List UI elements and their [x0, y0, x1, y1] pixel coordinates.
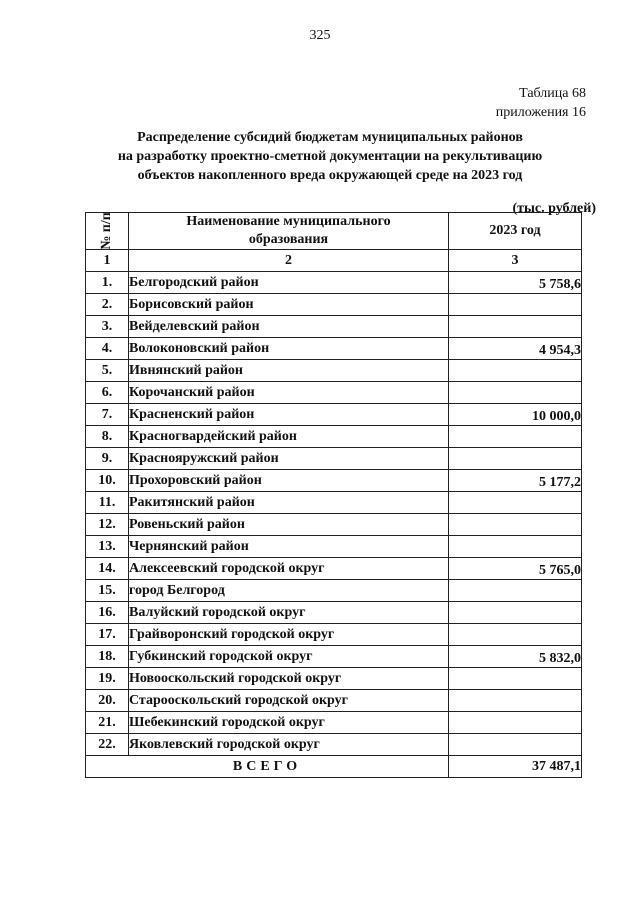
subsidy-table: [85, 212, 582, 778]
header-year: 2023 год: [449, 213, 582, 250]
title-line2: на разработку проектно-сметной документации на рекультивацию: [117, 149, 543, 164]
table-row: [86, 316, 582, 338]
row-number: 1.: [86, 272, 129, 294]
municipality-name: Валуйский городской округ: [129, 602, 449, 624]
row-amount: 5 177,2: [449, 470, 582, 492]
row-number: 14.: [86, 558, 129, 580]
table-row: [86, 338, 582, 360]
row-number: 22.: [86, 734, 129, 756]
row-amount: [449, 492, 582, 514]
units-label: (тыс. рублей): [512, 201, 596, 216]
row-amount: [449, 382, 582, 404]
municipality-name: Красненский район: [129, 404, 449, 426]
table-row: [86, 514, 582, 536]
table-row: [86, 646, 582, 668]
table-reference: [496, 84, 586, 122]
page-number: 325: [309, 28, 331, 43]
municipality-name: Белгородский район: [129, 272, 449, 294]
row-number: 18.: [86, 646, 129, 668]
row-number: 3.: [86, 316, 129, 338]
table-row: [86, 602, 582, 624]
municipality-name: Вейделевский район: [129, 316, 449, 338]
table-row: [86, 404, 582, 426]
row-number: 21.: [86, 712, 129, 734]
table-row: [86, 272, 582, 294]
header-name-cell: [129, 213, 449, 250]
row-number: 17.: [86, 624, 129, 646]
municipality-name: Ровеньский район: [129, 514, 449, 536]
municipality-name: Яковлевский городской округ: [129, 734, 449, 756]
row-amount: 5 758,6: [449, 272, 582, 294]
title-line3: объектов накопленного вреда окружающей среде на 2023 год: [137, 168, 523, 183]
row-number: 19.: [86, 668, 129, 690]
row-number: 8.: [86, 426, 129, 448]
municipality-name: Новооскольский городской округ: [129, 668, 449, 690]
table-row: [86, 690, 582, 712]
row-number: 16.: [86, 602, 129, 624]
title-line1: Распределение субсидий бюджетам муниципальных районов: [137, 130, 523, 145]
row-amount: 10 000,0: [449, 404, 582, 426]
municipality-name: Корочанский район: [129, 382, 449, 404]
table-ref-line1: Таблица 68: [519, 86, 586, 101]
table-row: [86, 360, 582, 382]
municipality-name: Прохоровский район: [129, 470, 449, 492]
row-amount: [449, 514, 582, 536]
municipality-name: Ракитянский район: [129, 492, 449, 514]
total-value: 37 487,1: [449, 756, 582, 778]
row-number: 6.: [86, 382, 129, 404]
table-row: [86, 580, 582, 602]
municipality-name: Шебекинский городской округ: [129, 712, 449, 734]
row-amount: [449, 536, 582, 558]
municipality-name: город Белгород: [129, 580, 449, 602]
table-row: [86, 448, 582, 470]
municipality-name: Ивнянский район: [129, 360, 449, 382]
total-row: [86, 756, 582, 778]
municipality-name: Волоконовский район: [129, 338, 449, 360]
header-num: № п/п: [99, 212, 114, 250]
municipality-name: Грайворонский городской округ: [129, 624, 449, 646]
table-row: [86, 712, 582, 734]
row-amount: 5 832,0: [449, 646, 582, 668]
municipality-name: Старооскольский городской округ: [129, 690, 449, 712]
table-ref-line2: приложения 16: [495, 105, 586, 120]
municipality-name: Красногвардейский район: [129, 426, 449, 448]
table-row: [86, 734, 582, 756]
row-amount: [449, 316, 582, 338]
table-row: [86, 624, 582, 646]
municipality-name: Губкинский городской округ: [129, 646, 449, 668]
table-row: [86, 536, 582, 558]
municipality-name: Чернянский район: [129, 536, 449, 558]
index-1: 1: [86, 250, 129, 272]
table-row: [86, 294, 582, 316]
header-name-line1: Наименование муниципального: [186, 214, 391, 229]
municipality-name: Борисовский район: [129, 294, 449, 316]
index-2: 2: [129, 250, 449, 272]
row-amount: [449, 690, 582, 712]
row-amount: [449, 448, 582, 470]
row-number: 10.: [86, 470, 129, 492]
index-row: [86, 250, 582, 272]
row-amount: 4 954,3: [449, 338, 582, 360]
row-amount: [449, 426, 582, 448]
row-amount: [449, 580, 582, 602]
row-number: 7.: [86, 404, 129, 426]
row-number: 20.: [86, 690, 129, 712]
row-number: 15.: [86, 580, 129, 602]
row-number: 9.: [86, 448, 129, 470]
row-number: 12.: [86, 514, 129, 536]
row-amount: [449, 294, 582, 316]
row-number: 5.: [86, 360, 129, 382]
row-number: 4.: [86, 338, 129, 360]
total-label: ВСЕГО: [86, 756, 449, 778]
index-3: 3: [449, 250, 582, 272]
municipality-name: Краснояружский район: [129, 448, 449, 470]
municipality-name: Алексеевский городской округ: [129, 558, 449, 580]
header-row: [86, 213, 582, 250]
row-amount: [449, 624, 582, 646]
row-amount: [449, 734, 582, 756]
header-name-line2: образования: [248, 232, 329, 247]
row-amount: 5 765,0: [449, 558, 582, 580]
row-amount: [449, 360, 582, 382]
row-number: 11.: [86, 492, 129, 514]
table-row: [86, 426, 582, 448]
document-title: [80, 128, 580, 185]
table-row: [86, 668, 582, 690]
row-amount: [449, 602, 582, 624]
row-number: 13.: [86, 536, 129, 558]
row-amount: [449, 668, 582, 690]
header-num-cell: [86, 213, 129, 250]
table-row: [86, 470, 582, 492]
table-row: [86, 382, 582, 404]
table-row: [86, 558, 582, 580]
row-number: 2.: [86, 294, 129, 316]
row-amount: [449, 712, 582, 734]
table-row: [86, 492, 582, 514]
